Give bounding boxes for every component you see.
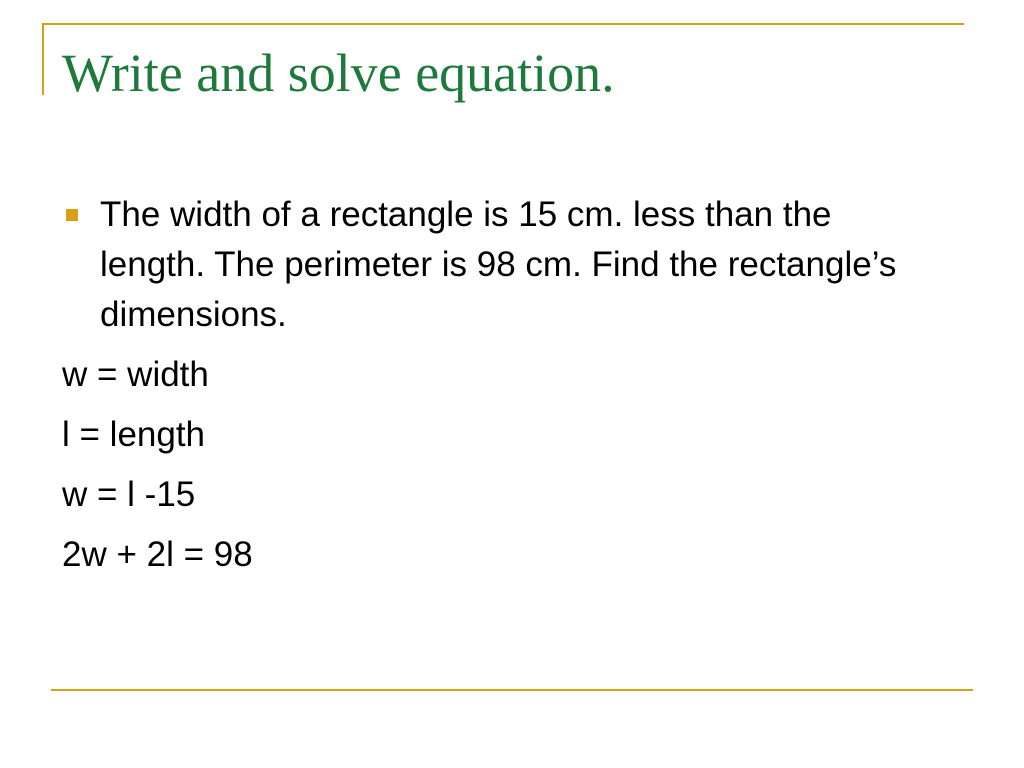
bullet-text: The width of a rectangle is 15 cm. less than the length. The perimeter is 98 cm. Find the rectangle’s dimensions. [100, 195, 897, 334]
equation-width: w = l -15 [62, 475, 196, 514]
bullet-item [62, 190, 940, 340]
square-bullet-icon [66, 209, 78, 221]
equation-perimeter: 2w + 2l = 98 [62, 535, 253, 574]
frame-bottom-rule [51, 689, 973, 691]
frame-top-rule [42, 23, 964, 25]
definition-length: l = length [62, 415, 206, 454]
definition-width: w = width [62, 355, 209, 394]
slide-body [62, 190, 962, 590]
frame-left-rule [42, 23, 44, 95]
slide-title: Write and solve equation. [62, 43, 615, 103]
